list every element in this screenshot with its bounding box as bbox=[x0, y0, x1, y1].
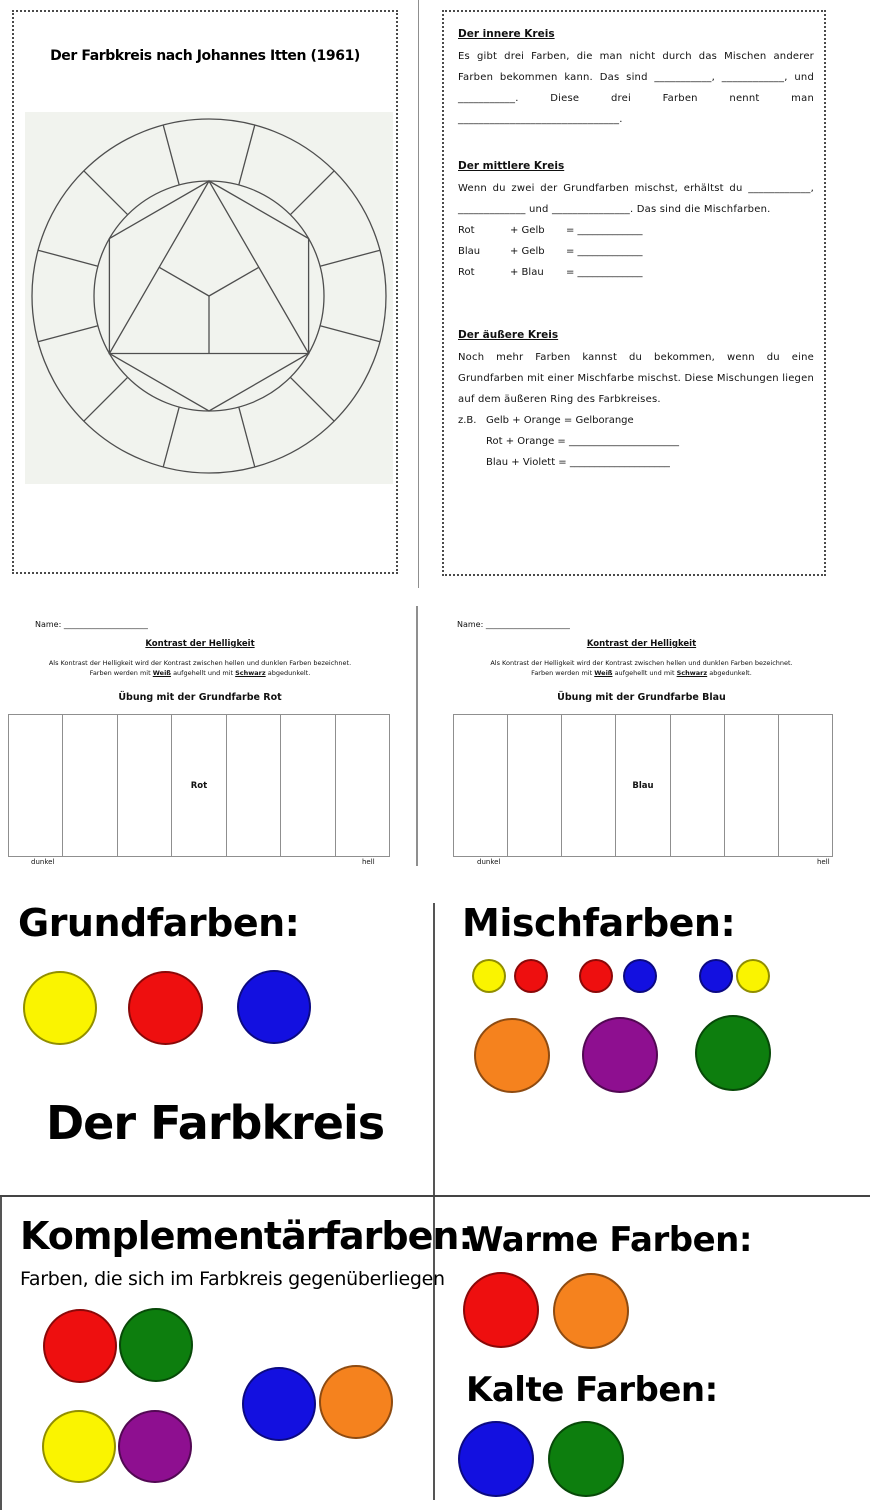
circle-orange bbox=[553, 1273, 629, 1349]
divider-middle-vertical bbox=[416, 606, 418, 866]
circle-yellow-small bbox=[472, 959, 506, 993]
shade-cell bbox=[118, 715, 172, 856]
circle-red bbox=[463, 1272, 539, 1348]
circle-blue-small bbox=[623, 959, 657, 993]
heading-der-farbkreis: Der Farbkreis bbox=[46, 1096, 385, 1150]
heading-innerer-kreis: Der innere Kreis bbox=[458, 28, 555, 40]
circle-red bbox=[128, 971, 203, 1045]
page-farbkreis-itten bbox=[12, 10, 398, 574]
circle-orange bbox=[319, 1365, 393, 1439]
para-aeusserer-kreis: Noch mehr Farben kannst du bekommen, wenn du eine Grundfarben mit einer Mischfarbe mischst. Diese Mischungen liegen auf dem äußeren Ring des Farbkreises. bbox=[458, 352, 814, 405]
circle-green bbox=[695, 1015, 771, 1091]
scale-label-dark: dunkel bbox=[31, 858, 55, 866]
shade-cell bbox=[336, 715, 389, 856]
circle-red-small bbox=[579, 959, 613, 993]
name-line: Name: _____________________ bbox=[35, 620, 148, 629]
circle-blue bbox=[242, 1367, 316, 1441]
shade-cell bbox=[63, 715, 117, 856]
page-title: Der Farbkreis nach Johannes Itten (1961) bbox=[50, 48, 360, 64]
worksheet-description: Als Kontrast der Helligkeit wird der Kontrast zwischen hellen und dunklen Farben bezeichnet. Farben werden mit Weiß aufgehellt und mit Schwarz abgedunkelt. bbox=[48, 659, 352, 677]
example-row: z.B. Gelb + Orange = Gelborange bbox=[458, 415, 634, 426]
shade-table bbox=[8, 714, 390, 857]
circle-red-small bbox=[514, 959, 548, 993]
heading-kalte-farben: Kalte Farben: bbox=[466, 1370, 718, 1410]
name-line: Name: _____________________ bbox=[457, 620, 570, 629]
circle-yellow bbox=[42, 1410, 116, 1483]
heading-warme-farben: Warme Farben: bbox=[466, 1220, 752, 1260]
circle-green bbox=[119, 1308, 193, 1382]
page-text-content bbox=[458, 26, 814, 473]
circle-orange bbox=[474, 1018, 550, 1093]
heading-mittlerer-kreis: Der mittlere Kreis bbox=[458, 160, 565, 172]
shade-cell bbox=[671, 715, 725, 856]
divider-bottom-left-edge bbox=[0, 1197, 2, 1510]
exercise-title: Übung mit der Grundfarbe Blau bbox=[557, 692, 726, 703]
shade-cell bbox=[454, 715, 508, 856]
circle-purple bbox=[582, 1017, 658, 1093]
divider-bottom-vertical bbox=[433, 903, 435, 1500]
divider-horizontal bbox=[0, 1195, 870, 1197]
worksheet-title: Kontrast der Helligkeit bbox=[586, 639, 697, 649]
example-row: Rot + Orange = ______________________ bbox=[486, 436, 679, 447]
circle-blue bbox=[458, 1421, 534, 1497]
example-row: Blau + Violett = ____________________ bbox=[486, 457, 670, 468]
shade-cell bbox=[9, 715, 63, 856]
worksheet-title: Kontrast der Helligkeit bbox=[145, 639, 255, 649]
shade-cell bbox=[562, 715, 616, 856]
worksheet-description: Als Kontrast der Helligkeit wird der Kontrast zwischen hellen und dunklen Farben bezeichnet. Farben werden mit Weiß aufgehellt und mit Schwarz abgedunkelt. bbox=[490, 659, 793, 677]
equation-row: Rot + Gelb = _____________ bbox=[458, 225, 643, 236]
name-blank: _____________________ bbox=[63, 620, 148, 629]
heading-grundfarben: Grundfarben: bbox=[18, 901, 300, 945]
shade-cell bbox=[508, 715, 562, 856]
para-innerer-kreis: Es gibt drei Farben, die man nicht durch das Mischen anderer Farben bekommen kann. Das sind ___________, ____________, und ___________. Diese drei Farben nennt man _______________________________. bbox=[458, 51, 814, 125]
circle-red bbox=[43, 1309, 117, 1383]
divider-top-vertical bbox=[418, 0, 419, 588]
para-mittlerer-kreis: Wenn du zwei der Grundfarben mischst, erhältst du ____________, _____________ und _______________. Das sind die Mischfarben. bbox=[458, 183, 814, 215]
circle-blue bbox=[237, 970, 311, 1044]
page-kreise-text bbox=[442, 10, 826, 576]
shade-table bbox=[453, 714, 833, 857]
shade-cell bbox=[227, 715, 281, 856]
worksheet-helligkeit-blau bbox=[419, 600, 864, 890]
shade-cell bbox=[725, 715, 779, 856]
color-wheel-image bbox=[25, 112, 393, 484]
heading-aeusserer-kreis: Der äußere Kreis bbox=[458, 329, 559, 341]
scale-label-light: hell bbox=[362, 858, 375, 866]
circle-yellow bbox=[23, 971, 97, 1045]
scale-label-light: hell bbox=[817, 858, 830, 866]
worksheet-helligkeit-rot bbox=[0, 600, 400, 890]
shade-cell-center: Blau bbox=[616, 715, 670, 856]
shade-cell bbox=[281, 715, 335, 856]
circle-blue-small bbox=[699, 959, 733, 993]
name-blank: _____________________ bbox=[485, 620, 570, 629]
equation-row: Rot + Blau = _____________ bbox=[458, 267, 643, 278]
heading-mischfarben: Mischfarben: bbox=[462, 901, 736, 945]
circle-yellow-small bbox=[736, 959, 770, 993]
heading-komplementaerfarben: Komplementärfarben: bbox=[20, 1214, 473, 1258]
shade-cell-center: Rot bbox=[172, 715, 226, 856]
shade-cell bbox=[779, 715, 832, 856]
circle-purple bbox=[118, 1410, 192, 1483]
subtitle-komplementaerfarben: Farben, die sich im Farbkreis gegenüberliegen bbox=[20, 1268, 445, 1290]
equation-row: Blau + Gelb = _____________ bbox=[458, 246, 643, 257]
scale-label-dark: dunkel bbox=[477, 858, 501, 866]
circle-green bbox=[548, 1421, 624, 1497]
exercise-title: Übung mit der Grundfarbe Rot bbox=[118, 692, 282, 703]
color-wheel-drawing bbox=[25, 112, 393, 484]
